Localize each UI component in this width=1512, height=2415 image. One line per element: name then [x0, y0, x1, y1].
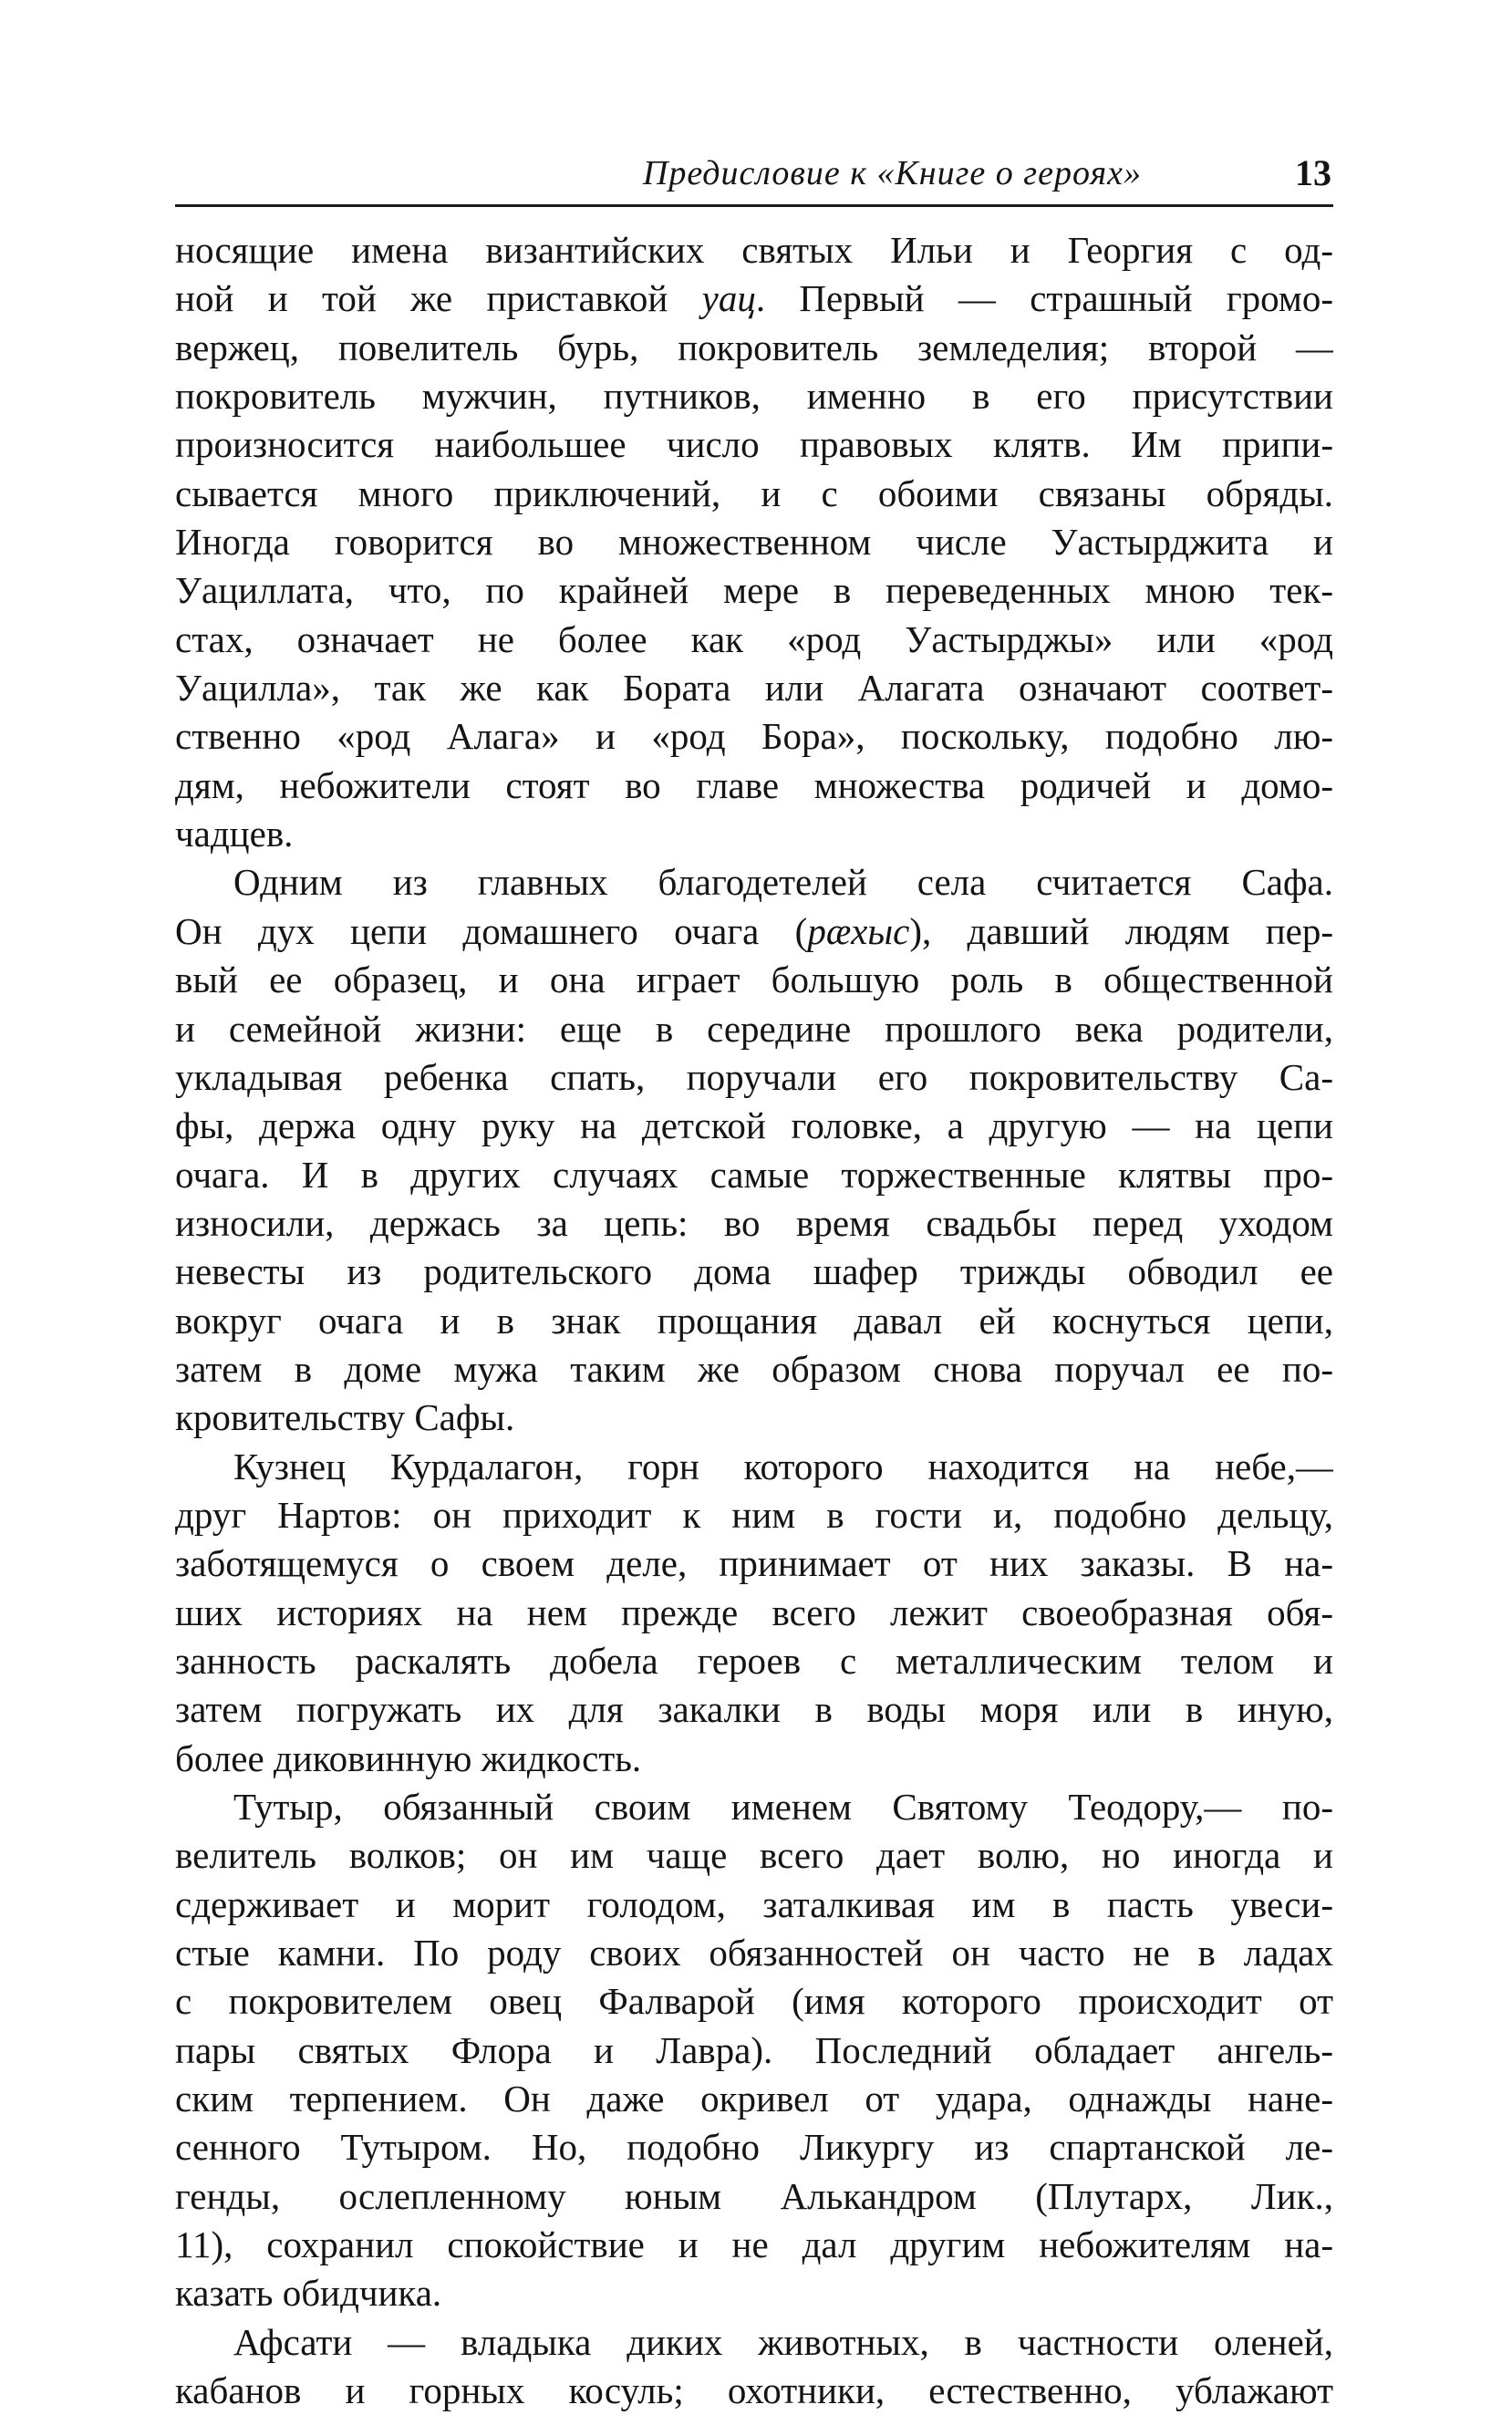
text-line: ственно «род Алага» и «род Бора», поскольку, подобно лю- [175, 715, 1333, 758]
text-line: Он дух цепи домашнего очага (рæхыс), давший людям пер- [175, 909, 1333, 952]
text-line: кровительству Сафы. [175, 1396, 515, 1439]
body-text [175, 226, 1333, 2415]
text-line: затем в доме мужа таким же образом снова поручал ее по- [175, 1347, 1333, 1390]
text-line: ной и той же приставкой уац. Первый — страшный громо- [175, 277, 1333, 320]
text-line: Уациллата, что, по крайней мере в переведенных мною тек- [175, 569, 1333, 612]
text-line: ским терпением. Он даже окривел от удара, однажды нане- [175, 2078, 1333, 2120]
text-line: сенного Тутыром. Но, подобно Ликургу из спартанской ле- [175, 2126, 1333, 2169]
text-line: стые камни. По роду своих обязанностей он часто не в ладах [175, 1932, 1333, 1974]
text-line: с покровителем овец Фалварой (имя которого происходит от [175, 1980, 1333, 2023]
text-line: невесты из родительского дома шафер трижды обводил ее [175, 1250, 1333, 1293]
text-line: пары святых Флора и Лавра). Последний обладает ангель- [175, 2028, 1333, 2071]
running-title: Предисловие к «Книге о героях» [642, 154, 1142, 192]
text-line: более диковинную жидкость. [175, 1736, 642, 1779]
text-line: покровитель мужчин, путников, именно в его присутствии [175, 375, 1333, 418]
text-line: Кузнец Курдалагон, горн которого находится на небе,— [233, 1445, 1333, 1487]
text-line: велитель волков; он им чаще всего дает волю, но иногда и [175, 1834, 1333, 1877]
text-line: износили, держась за цепь: во время свадьбы перед уходом [175, 1201, 1333, 1244]
text-line: 11), сохранил спокойствие и не дал другим небожителям на- [175, 2223, 1333, 2266]
italic-term: рæхыс [807, 909, 910, 952]
text-line: затем погружать их для закалки в воды моря или в иную, [175, 1688, 1333, 1731]
text-line: Иногда говорится во множественном числе Уастырджита и [175, 521, 1333, 564]
text-line: Уацилла», так же как Бората или Алагата означают соответ- [175, 667, 1333, 710]
text-line: сывается много приключений, и с обоими связаны обряды. [175, 472, 1333, 514]
italic-term: уац [701, 277, 756, 320]
text-line: Тутыр, обязанный своим именем Святому Теодору,— по- [233, 1786, 1333, 1828]
text-line: Одним из главных благодетелей села считается Сафа. [233, 861, 1333, 904]
text-line: друг Нартов: он приходит к ним в гости и, подобно дельцу, [175, 1493, 1333, 1536]
text-line: сдерживает и морит голодом, заталкивая им в пасть увеси- [175, 1882, 1333, 1925]
text-line: заботящемуся о своем деле, принимает от них заказы. В на- [175, 1542, 1333, 1585]
text-line: вержец, повелитель бурь, покровитель земледелия; второй — [175, 326, 1333, 368]
page-number: 13 [1295, 152, 1331, 193]
text-line: вокруг очага и в знак прощания давал ей коснуться цепи, [175, 1299, 1333, 1342]
text-line: носящие имена византийских святых Ильи и Георгия с од- [175, 229, 1333, 271]
text-line: казать обидчика. [175, 2272, 442, 2315]
text-line: и семейной жизни: еще в середине прошлого века родители, [175, 1007, 1333, 1050]
text-line: чадцев. [175, 813, 294, 855]
text-line: произносится наибольшее число правовых клятв. Им припи- [175, 423, 1333, 466]
text-line: фы, держа одну руку на детской головке, а другую — на цепи [175, 1104, 1333, 1147]
text-line: стах, означает не более как «род Уастырджы» или «род [175, 617, 1333, 660]
text-line: генды, ослепленному юным Алькандром (Плутарх, Лик., [175, 2174, 1333, 2217]
text-line: очага. И в других случаях самые торжественные клятвы про- [175, 1153, 1333, 1196]
text-line: вый ее образец, и она играет большую роль в общественной [175, 959, 1333, 1001]
text-line: Афсати — владыка диких животных, в частности оленей, [233, 2320, 1333, 2363]
text-line: ших историях на нем прежде всего лежит своеобразная обя- [175, 1591, 1333, 1633]
text-line: кабанов и горных косуль; охотники, естественно, ублажают [175, 2369, 1333, 2412]
text-line: дям, небожители стоят во главе множества родичей и домо- [175, 763, 1333, 806]
text-line: занность раскалять добела героев с металлическим телом и [175, 1639, 1333, 1682]
text-line: укладывая ребенка спать, поручали его покровительству Са- [175, 1055, 1333, 1098]
running-header [175, 151, 1333, 207]
